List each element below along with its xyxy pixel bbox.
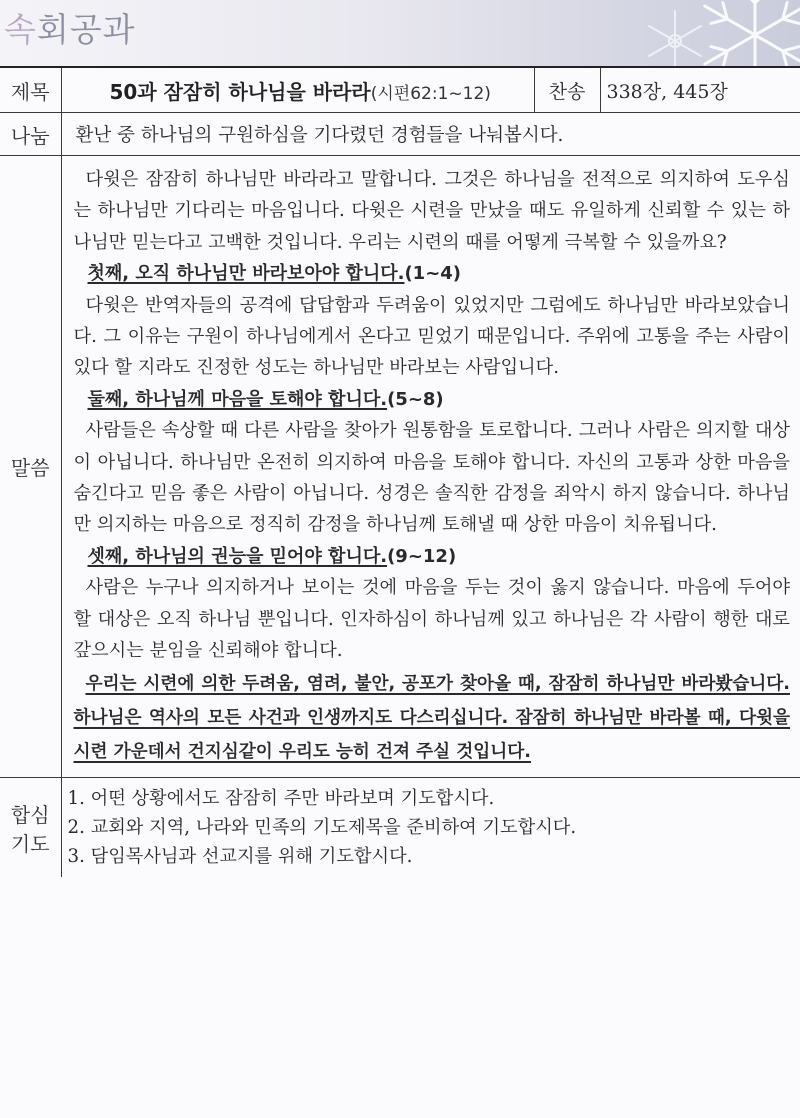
prayer-item: 1. 어떤 상황에서도 잠잠히 주만 바라보며 기도합시다.: [67, 788, 495, 810]
prayer-label-line1: 합심: [10, 802, 50, 827]
prayer-label-line2: 기도: [10, 831, 50, 856]
prayer-label: [0, 778, 61, 878]
sharing-text: 환난 중 하나님의 구원하심을 기다렸던 경험들을 나눠봅시다.: [61, 113, 800, 156]
section-reference: (1~4): [404, 263, 462, 285]
snowflake-icon-small: [640, 6, 710, 66]
brand-title: [4, 4, 136, 51]
section-body: 다윗은 반역자들의 공격에 답답함과 두려움이 있었지만 그럼에도 하나님만 바라보았습니다. 그 이유는 구원이 하나님에게서 온다고 믿었기 때문입니다. 주위에 고통을 주는 사람이 있다 할 지라도 진정한 성도는 하나님만 바라보는 사람입니다.: [73, 294, 790, 379]
word-content: [61, 156, 800, 778]
title-row: [0, 67, 800, 113]
section-heading-text: 둘째, 하나님께 마음을 토해야 합니다.: [87, 388, 388, 410]
lesson-title-cell: [61, 67, 534, 113]
section-body: 사람들은 속상할 때 다른 사람을 찾아가 원통함을 토로합니다. 그러나 사람은 의지할 대상이 아닙니다. 하나님만 온전히 의지하여 마음을 토해야 합니다. 자신의 고통과 상한 마음을 숨긴다고 믿음 좋은 사람이 아닙니다. 성경은 솔직한 감정을 죄악시 하지 않습니다. 하나님만 의지하는 마음으로 정직히 감정을 하나님께 토해낼 때 상한 마음이 치유됩니다.: [73, 420, 790, 536]
header-banner: [0, 0, 800, 66]
word-label: 말씀: [0, 156, 61, 778]
scripture-reference: (시편62:1~12): [370, 83, 491, 104]
section-heading: [74, 258, 791, 289]
sharing-label: 나눔: [0, 113, 61, 156]
hymn-numbers: 338장, 445장: [600, 67, 800, 113]
section-heading: [74, 384, 791, 415]
prayer-row: [0, 778, 800, 878]
section-reference: (5~8): [387, 388, 444, 410]
lesson-title: 50과 잠잠히 하나님을 바라라: [109, 79, 371, 104]
section-heading: [74, 541, 791, 572]
section-heading-text: 첫째, 오직 하나님만 바라보아야 합니다.: [87, 263, 405, 285]
conclusion-paragraph: 우리는 시련에 의한 두려움, 염려, 불안, 공포가 찾아올 때, 잠잠히 하나님만 바라봤습니다. 하나님은 역사의 모든 사건과 인생까지도 다스리십니다. 잠잠히 하나님만 바라볼 때, 다윗을 시련 가운데서 건지심같이 우리도 능히 건져 주실 것입니다.: [73, 673, 790, 762]
word-row: [0, 156, 800, 778]
section-body: 사람은 누구나 의지하거나 보이는 것에 마음을 두는 것이 옳지 않습니다. 마음에 두어야 할 대상은 오직 하나님 뿐입니다. 인자하심이 하나님께 있고 하나님은 각 사람이 행한 대로 갚으시는 분임을 신뢰해야 합니다.: [73, 577, 790, 662]
prayer-item: 3. 담임목사님과 선교지를 위해 기도합시다.: [67, 846, 413, 868]
intro-paragraph: 다윗은 잠잠히 하나님만 바라라고 말합니다. 그것은 하나님을 전적으로 의지하여 도우심는 하나님만 기다리는 마음입니다. 다윗은 시련을 만났을 때도 유일하게 신뢰할 수 있는 하나님만 믿는다고 고백한 것입니다. 우리는 시련의 때를 어떻게 극복할 수 있을까요?: [73, 169, 790, 253]
lesson-sheet: [0, 66, 800, 877]
hymn-label: 찬송: [534, 67, 600, 113]
sharing-row: [0, 113, 800, 156]
prayer-list: [61, 778, 800, 878]
section-heading-text: 셋째, 하나님의 권능을 믿어야 합니다.: [87, 545, 388, 567]
brand-rest: 회공과: [36, 10, 136, 49]
lesson-table: [0, 66, 800, 877]
brand-first-char: 속: [4, 10, 37, 49]
prayer-item: 2. 교회와 지역, 나라와 민족의 기도제목을 준비하여 기도합시다.: [67, 817, 577, 839]
section-reference: (9~12): [387, 545, 457, 567]
title-label: 제목: [0, 67, 61, 113]
